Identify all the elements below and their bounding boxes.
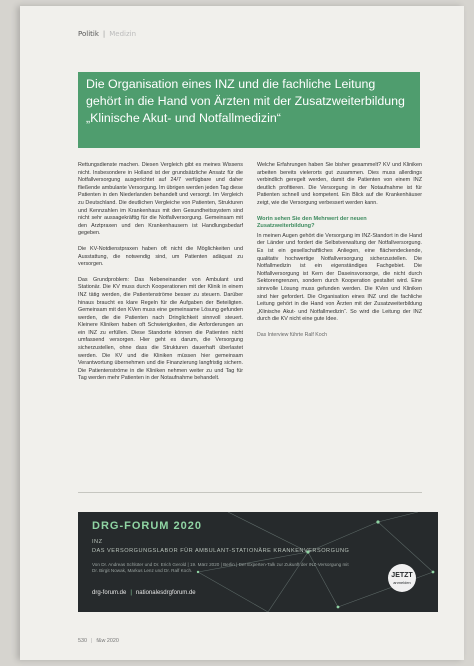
interview-question: Worin sehen Sie den Mehrwert der neuen Zusatzweiterbildung? — [257, 215, 367, 230]
headline: Die Organisation eines INZ und die fachliche Leitung gehört in die Hand von Ärzten mit der Zusatzweiterbildung „Klinische Akut- und Notfallmedizin“ — [86, 77, 405, 125]
paragraph: Rettungsdienste machen. Diesen Vergleich gibt es meines Wissens nicht. Insbesondere in Holland ist der grundsätzliche Ansatz für die Notfallversorgung ausgerichtet auf 24/7 verfügbare und daher fließende ambulante Versorgung. Im übrigen werden jeden Tag diese Patienten in den Niederlanden behandelt und versorgt. Im Vergleich zu Deutschland. Die deutlichen Vergleiche von Patienten, Strukturen und Kennzahlen im Krankenhaus mit den Gesundheitssystem sind nicht sehr aussagekräftig für die Notfallversorgung. Gemeinsam mit den Arztpraxen und den Krankenhausern ist Handlungsbedarf gegeben. — [78, 162, 243, 237]
ad-links — [92, 590, 196, 596]
section-separator: | — [102, 30, 106, 38]
ad-tagline-2: DAS VERSORGUNGSLABOR FÜR AMBULANT-STATIONÄRE KRANKENVERSORGUNG — [92, 548, 350, 554]
ad-title: DRG-FORUM 2020 — [92, 520, 202, 532]
paragraph: Welche Erfahrungen haben Sie bisher gesammelt? KV und Kliniken arbeiten bereits vielerorts gut zusammen. Dies muss allerdings verbindlich geregelt werden, damit die Patienten von einem INZ deutlich profitieren. Die Versorgung in der Notaufnahme ist für Patienten schnell und kompetent. Ein Blick auf die Krankenhäuser zeigt, wie die Versorgung verbessert werden kann. — [257, 162, 422, 206]
register-now-badge[interactable] — [388, 564, 416, 592]
ad-fineprint: Von Dr. Andreas Schlüter und Dr. Erich Gerold | 19. März 2020 | Berlin | Der Experten-Talk zur Zukunft der INZ-Versorgung mit Dr. Birgit Nowak, Markus Lenz und Dr. Ralf Koch. — [92, 562, 349, 573]
running-head — [78, 30, 136, 38]
subsection-label: Medizin — [109, 30, 137, 38]
ad-tagline-1: INZ — [92, 539, 103, 545]
page-folio — [78, 638, 119, 644]
ad-divider — [78, 492, 422, 493]
folio-separator: | — [91, 638, 93, 644]
column-left — [78, 162, 243, 391]
badge-line-2: anmelden — [393, 579, 411, 585]
section-label: Politik — [78, 30, 99, 38]
ad-link-separator: | — [130, 590, 132, 596]
column-right — [257, 162, 422, 391]
paragraph: Das Grundproblem: Das Nebeneinander von Ambulant und Stationär. Die KV muss durch Kooperationen mit der Klinik in einem INZ tätig werden, die Patientenströme besser zu steuern. Darüber hinaus braucht es klare Regeln für die Aufgaben der Beteiligten. Gemeinsam mit den KVen muss eine gemeinsame Lösung gefunden werden, die die Patienten nach Dringlichkeit sinnvoll steuert. Kleinere Kliniken haben oft Schwierigkeiten, die Anforderungen an ein INZ zu erfüllen. Diese Standorte können die Patienten nicht umfassend versorgen. Hier geht es darum, die Versorgung sicherzustellen, ohne dass die Strukturen dauerhaft überlastet werden. Die KV und die Kliniken müssen hier gemeinsam Verantwortung übernehmen und die Finanzierung langfristig sichern. Die Patientenströme in die Kliniken nehmen weiter zu und Tag für Tag werden mehr Patienten in der Notaufnahme behandelt. — [78, 276, 243, 382]
headline-box — [78, 72, 420, 148]
ad-link-drg-forum[interactable]: drg-forum.de — [92, 590, 127, 596]
article-body — [78, 162, 422, 391]
paragraph: Die KV-Notdienstpraxen haben oft nicht die Möglichkeiten und Ausstattung, die notwendig sind, um Patienten adäquat zu versorgen. — [78, 245, 243, 268]
paragraph: In meinen Augen gehört die Versorgung im INZ-Standort in die Hand der Länder und fordert die Selbstverwaltung der Notfallversorgung. Es ist ein gesellschaftliches Anliegen, eine flächendeckende, qualitativ hochwertige Notfallversorgung sicherzustellen. Die Notfallmedizin ist ein eigenständiges Fachgebiet. Die Notfallversorgung ist Kern der Daseinsvorsorge, die nicht durch Sektorengrenzen, sondern durch Kooperation gestaltet wird. Eine sinnvolle Lösung muss gefunden werden. Die KVen und Kliniken sind hier gefordert. Die Organisation eines INZ und die fachliche Leitung gehört in die Hand von Ärzten mit der Zusatzweiterbildung „Klinische Akut- und Notfallmedizin“. So wird die Leitung der INZ durch die KV nicht eine gute Idee. — [257, 232, 422, 323]
issue-label: f&w 2020 — [96, 638, 119, 644]
ad-link-nationales-drg-forum[interactable]: nationalesdrgforum.de — [135, 590, 196, 596]
interview-credit: Das Interview führte Ralf Koch — [257, 331, 328, 338]
magazine-page — [20, 6, 464, 660]
page-number: 530 — [78, 638, 87, 644]
badge-line-1: JETZT — [391, 571, 413, 579]
drg-forum-advertisement — [78, 512, 438, 612]
